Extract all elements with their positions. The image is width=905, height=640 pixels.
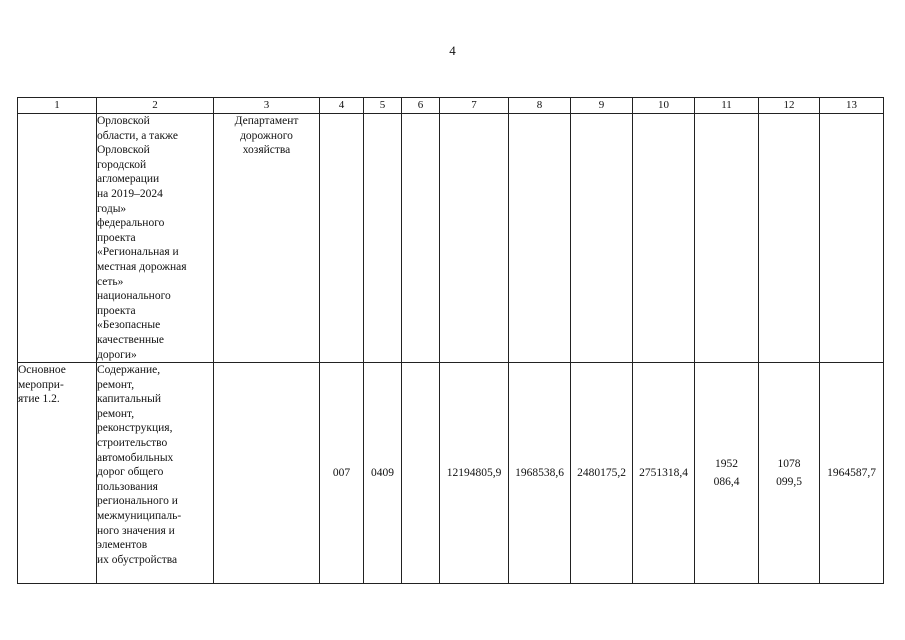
measure-description: Содержание, ремонт, капитальный ремонт, реконструкция, строительство автомобильных дорог общего пользования регионального и межмуниципаль- ного значения и элементов их обустройства: [97, 363, 214, 584]
table-cell: [759, 114, 820, 363]
table-cell: 2751318,4: [633, 363, 695, 584]
table-row: [18, 114, 884, 363]
column-header: 12: [759, 98, 820, 114]
measure-code: Основное меропри- ятие 1.2.: [18, 363, 97, 584]
table-cell: [820, 114, 884, 363]
page-number: 4: [449, 43, 456, 58]
table-cell: 1964587,7: [820, 363, 884, 584]
table-cell: [402, 363, 440, 584]
column-header: 3: [214, 98, 320, 114]
table-cell: 1968538,6: [509, 363, 571, 584]
column-number-row: [18, 98, 884, 114]
responsible-executor: Департамент дорожного хозяйства: [214, 114, 320, 363]
table-cell: [509, 114, 571, 363]
table-cell: [320, 114, 364, 363]
column-header: 6: [402, 98, 440, 114]
column-header: 2: [97, 98, 214, 114]
table-cell: 2480175,2: [571, 363, 633, 584]
column-header: 8: [509, 98, 571, 114]
table-cell: 007: [320, 363, 364, 584]
column-header: 7: [440, 98, 509, 114]
table-cell: 12194805,9: [440, 363, 509, 584]
table-cell: [571, 114, 633, 363]
measure-description: Орловской области, а также Орловской городской агломерации на 2019–2024 годы» федерального проекта «Региональная и местная дорожная сеть» национального проекта «Безопасные качественные дороги»: [97, 114, 214, 363]
column-header: 13: [820, 98, 884, 114]
table-cell: 1078 099,5: [759, 363, 820, 584]
responsible-executor: [214, 363, 320, 584]
table-cell: [440, 114, 509, 363]
table-cell: [402, 114, 440, 363]
column-header: 10: [633, 98, 695, 114]
budget-table: [17, 97, 884, 584]
column-header: 5: [364, 98, 402, 114]
table-cell: [633, 114, 695, 363]
table-cell: [364, 114, 402, 363]
column-header: 9: [571, 98, 633, 114]
table-cell: [695, 114, 759, 363]
column-header: 1: [18, 98, 97, 114]
table-row: [18, 363, 884, 584]
table-cell: [18, 114, 97, 363]
table-cell: 1952 086,4: [695, 363, 759, 584]
column-header: 11: [695, 98, 759, 114]
column-header: 4: [320, 98, 364, 114]
table-cell: 0409: [364, 363, 402, 584]
